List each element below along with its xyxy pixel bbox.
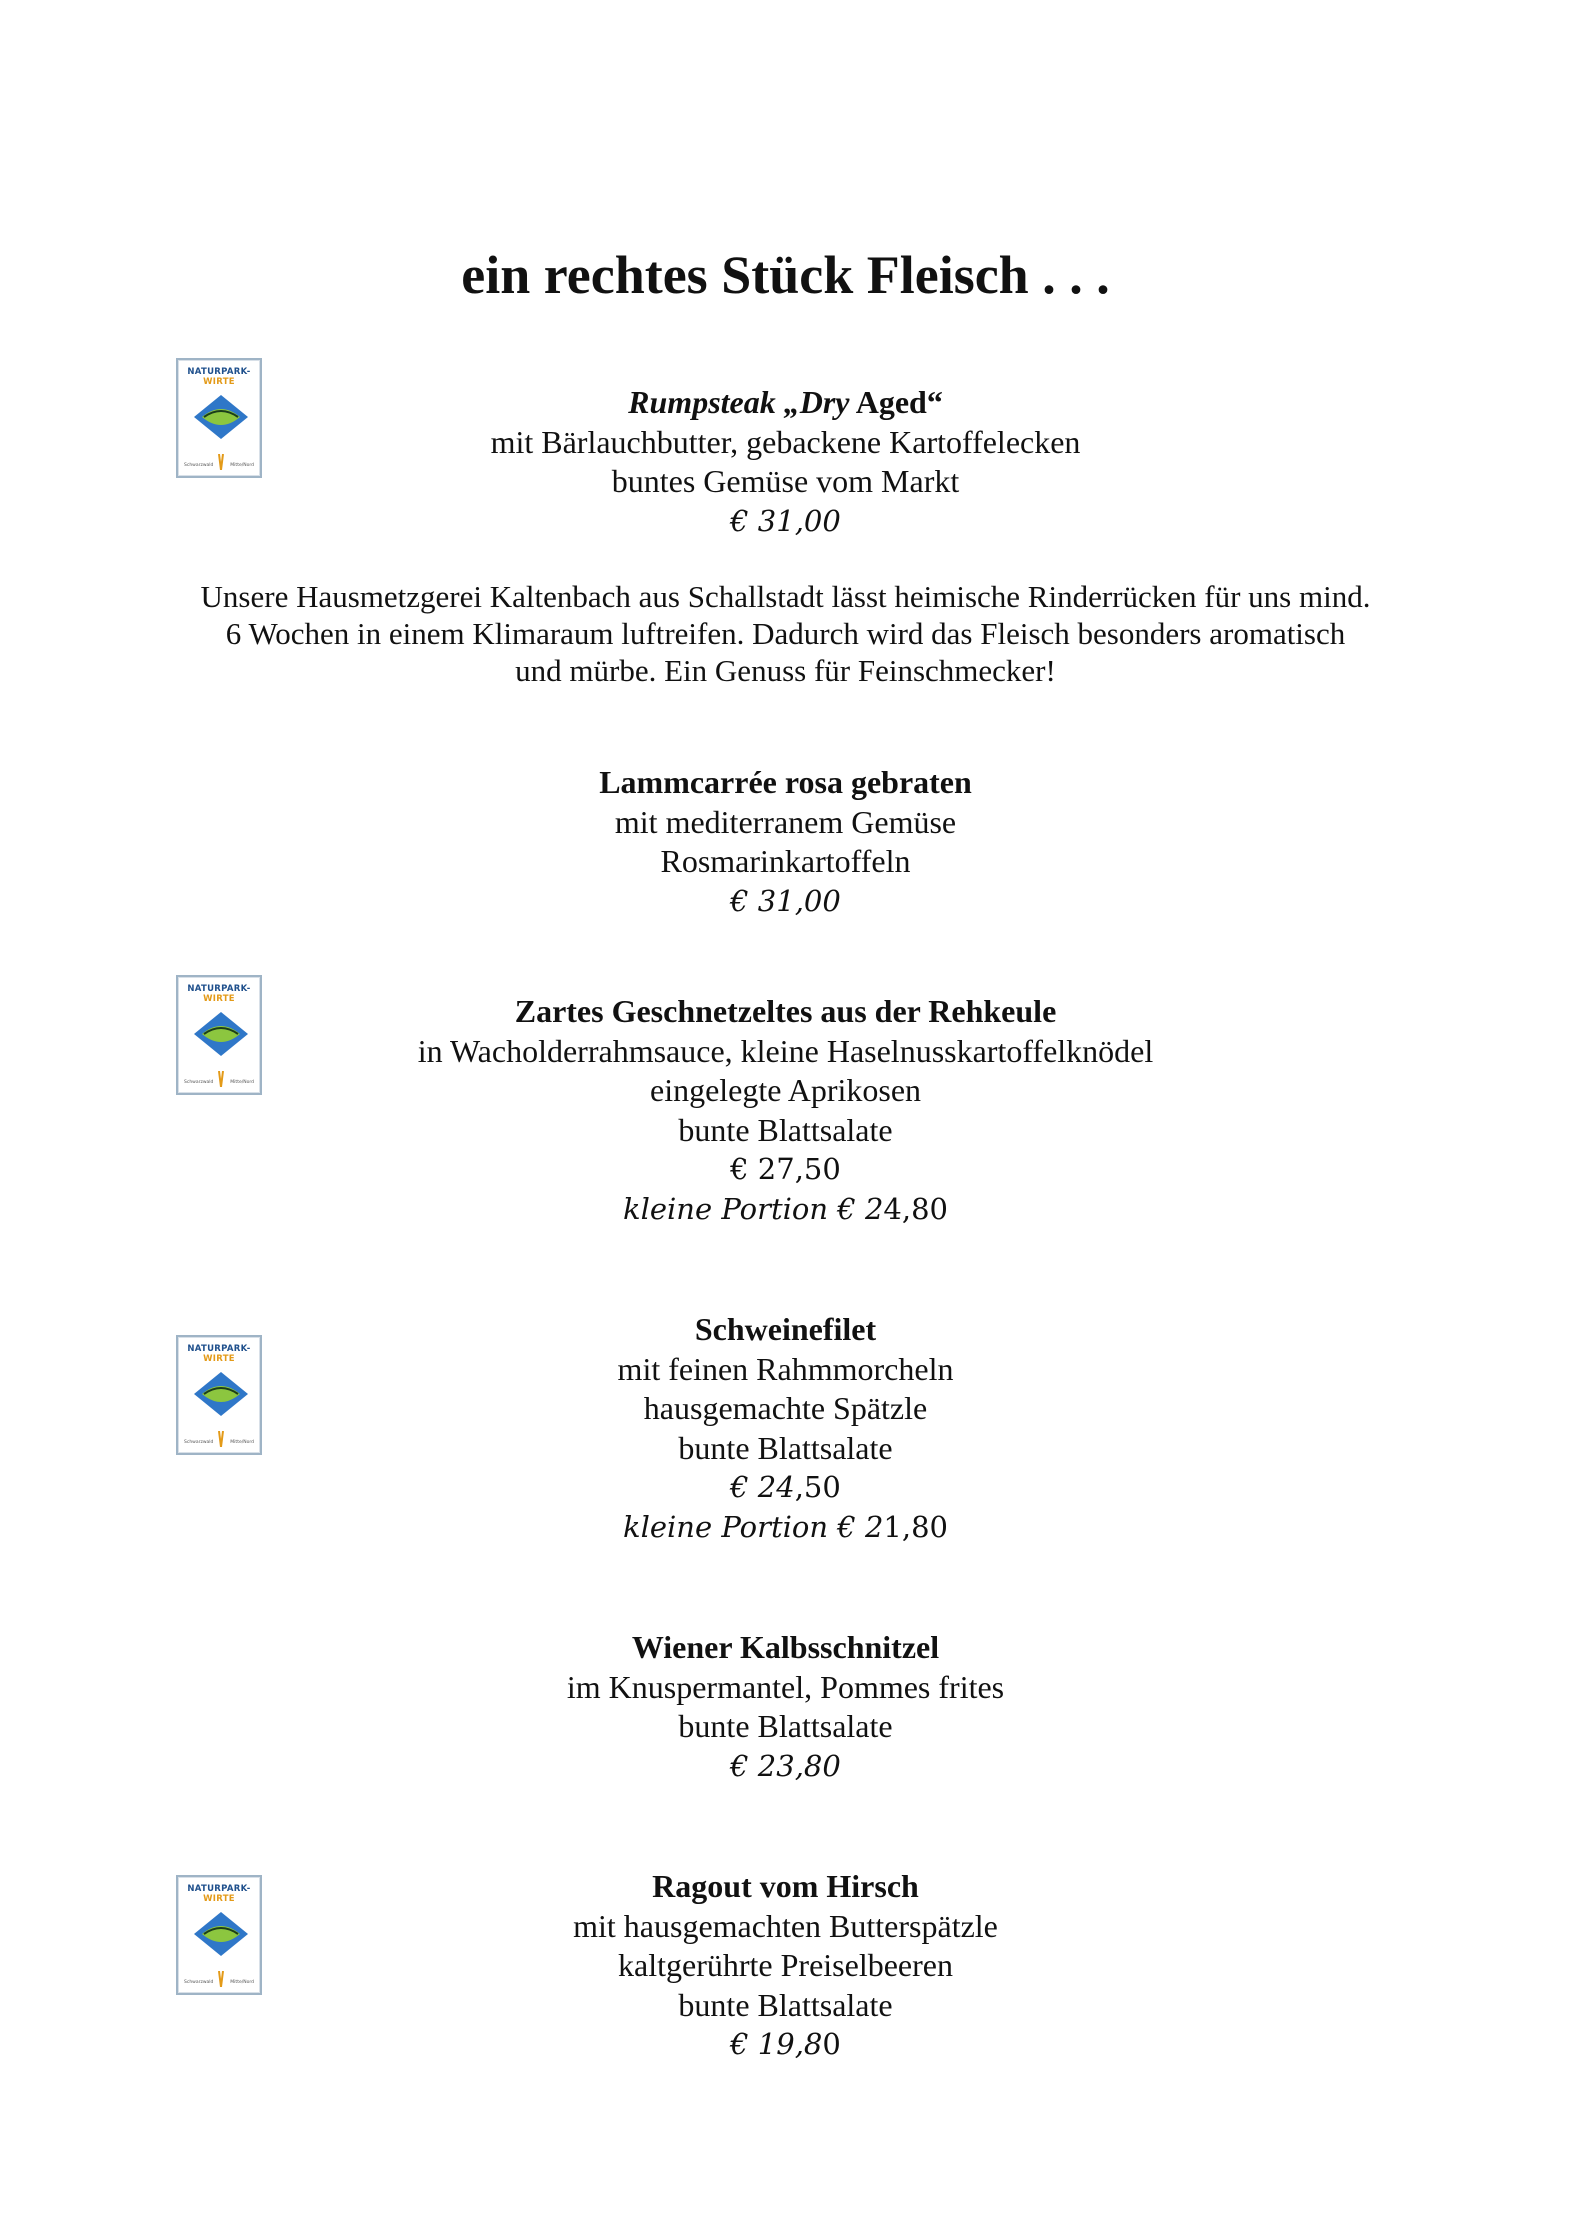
menu-item-hirschragout [0,1867,1571,2065]
logo-line1: NATURPARK- [187,367,251,377]
item-line: kaltgerührte Preiselbeeren [618,1947,953,1983]
logo-line2: WIRTE [203,1894,235,1904]
item-name-rest: Aged“ [855,384,943,420]
page-title: ein rechtes Stück Fleisch . . . [461,245,1110,305]
menu-item-lammcarree [0,763,1571,921]
item-line: bunte Blattsalate [678,1708,893,1744]
item-price: € 27,50 [730,1152,841,1186]
item-name: Zartes Geschnetzeltes aus der Rehkeule [514,993,1057,1029]
item-price: € 23,80 [730,1748,841,1783]
item-line: hausgemachte Spätzle [643,1390,928,1426]
item-price: € 31,00 [730,503,841,538]
item-name: Schweinefilet [694,1311,877,1347]
item-line: mit mediterranem Gemüse [614,803,957,840]
menu-item-kalbsschnitzel [0,1628,1571,1786]
item-price: € 24,50 [730,1470,841,1504]
logo-line2: WIRTE [203,1354,235,1364]
logo-foot-right: Mitte/Nord [230,1080,254,1085]
butcher-note: Unsere Hausmetzgerei Kaltenbach aus Schallstadt lässt heimische Rinderrücken für uns mind. 6 Wochen in einem Klimaraum luftreifen. Dadurch wird das Fleisch besonders aromatisch und mürbe. Ein Genuss für Feinschmecker! [200,579,1371,688]
item-small-portion: kleine Portion € 24,80 [623,1191,948,1226]
item-line: Rosmarinkartoffeln [660,843,911,879]
item-small-portion: kleine Portion € 21,80 [623,1509,948,1544]
logo-foot-left: Schwarzwald [184,463,214,468]
menu-item-schweinefilet [0,1310,1571,1547]
item-line: in Wacholderrahmsauce, kleine Haselnusskartoffelknödel [417,1032,1154,1069]
item-line: mit Bärlauchbutter, gebackene Kartoffelecken [490,423,1081,460]
logo-foot-right: Mitte/Nord [230,1440,254,1445]
item-line: im Knuspermantel, Pommes frites [566,1668,1005,1705]
logo-line1: NATURPARK- [187,1344,251,1354]
logo-foot-left: Schwarzwald [184,1980,214,1985]
item-price: € 31,00 [730,883,841,918]
item-line: mit feinen Rahmmorcheln [617,1350,954,1387]
item-line: bunte Blattsalate [678,1986,893,2023]
item-line: bunte Blattsalate [678,1111,893,1148]
logo-line2: WIRTE [203,994,235,1004]
item-line: buntes Gemüse vom Markt [611,463,960,499]
item-name [0,383,1571,423]
item-name: Lammcarrée rosa gebraten [599,764,972,800]
item-line: eingelegte Aprikosen [649,1072,922,1108]
menu-item-geschnetzeltes [0,992,1571,1229]
logo-foot-right: Mitte/Nord [230,463,254,468]
logo-foot-left: Schwarzwald [184,1080,214,1085]
item-line: bunte Blattsalate [678,1429,893,1466]
item-price: € 19,80 [730,2027,841,2061]
logo-line2: WIRTE [203,377,235,387]
item-name: Ragout vom Hirsch [652,1868,919,1904]
logo-foot-left: Schwarzwald [184,1440,214,1445]
item-name: Wiener Kalbsschnitzel [631,1629,940,1665]
logo-foot-right: Mitte/Nord [230,1980,254,1985]
item-name-italic: Rumpsteak „Dry [628,384,850,420]
item-line: mit hausgemachten Butterspätzle [573,1907,998,1944]
logo-line1: NATURPARK- [187,1884,251,1894]
menu-item-rumpsteak [0,383,1571,541]
logo-line1: NATURPARK- [187,984,251,994]
